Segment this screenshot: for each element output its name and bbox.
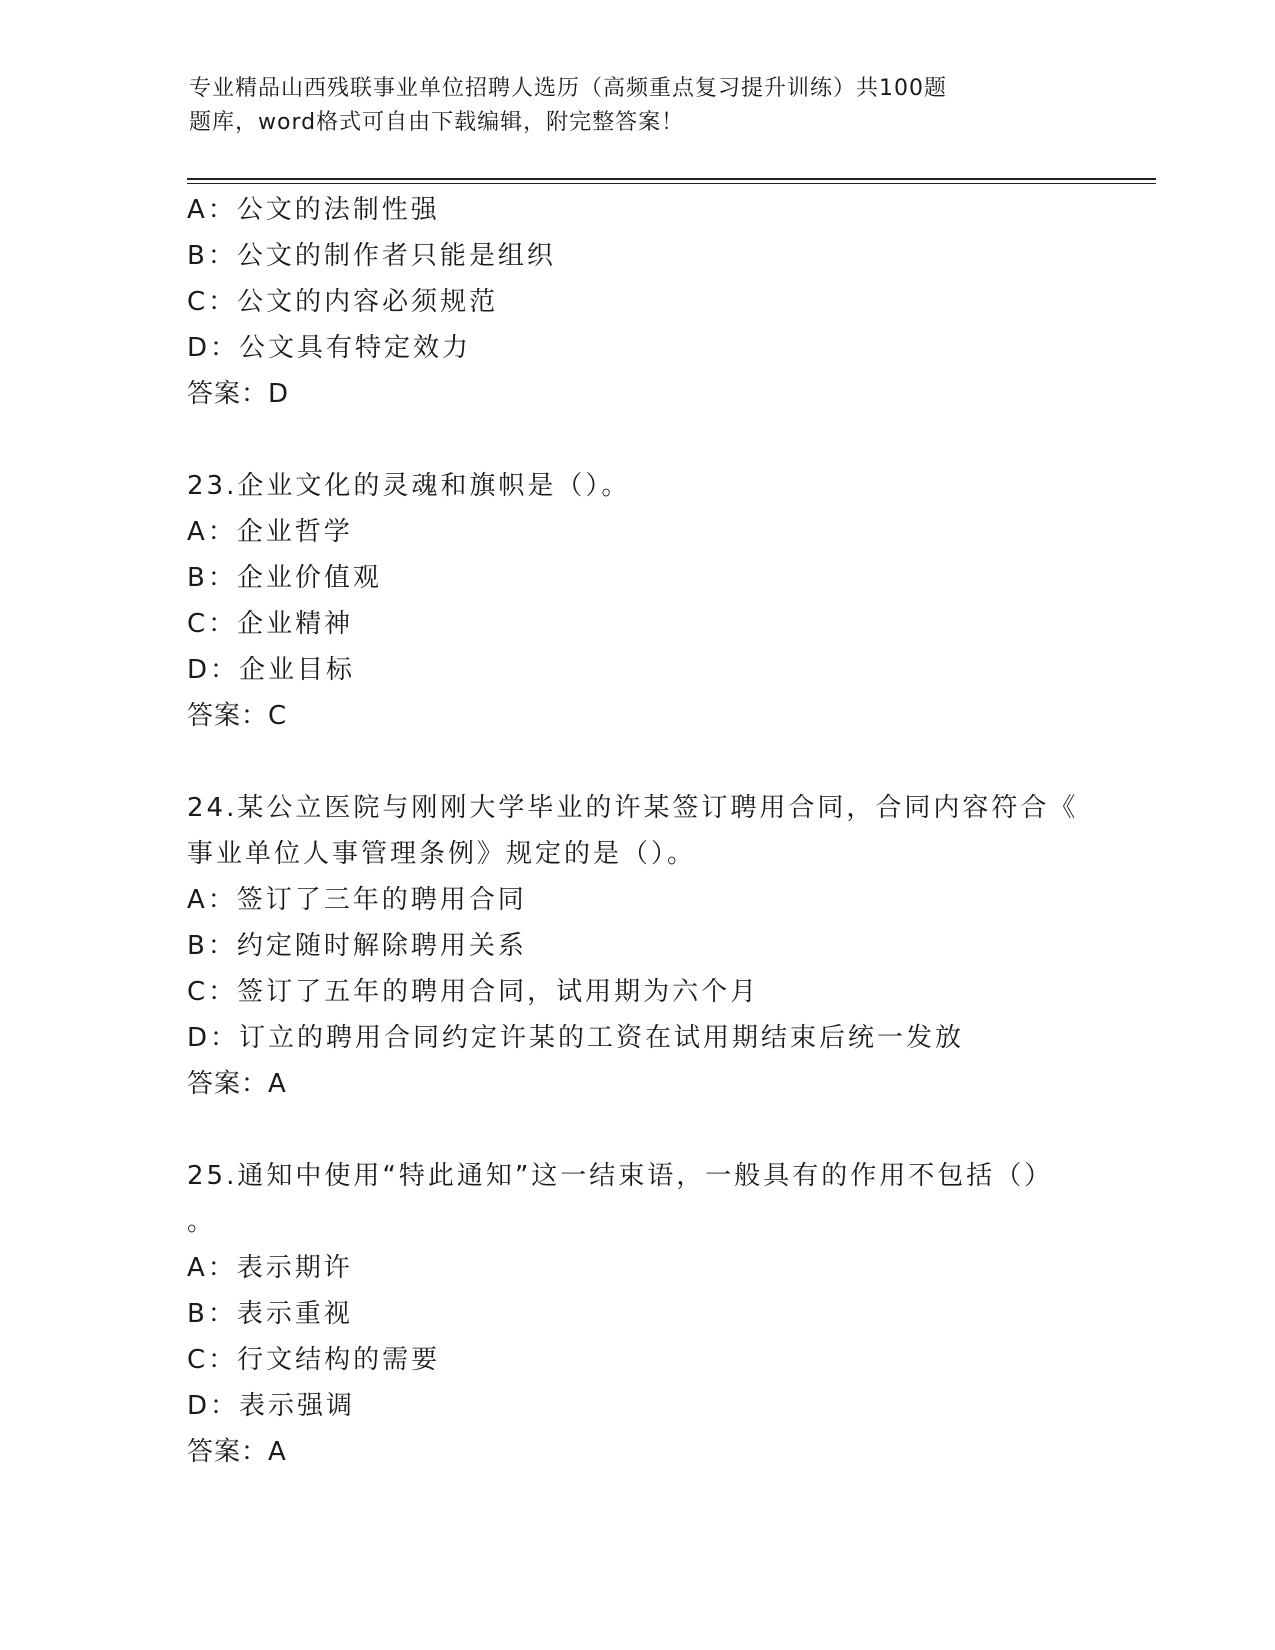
option-b: B：企业价值观: [187, 563, 382, 593]
option-d: D：公文具有特定效力: [187, 333, 472, 363]
document-header: [189, 72, 1019, 140]
answer-line: 答案：D: [187, 379, 290, 409]
option-a: A：签订了三年的聘用合同: [187, 885, 527, 915]
option-a: A：公文的法制性强: [187, 195, 440, 225]
option-c: C：公文的内容必须规范: [187, 287, 499, 317]
question-stem: 23.企业文化的灵魂和旗帜是（）。: [187, 471, 631, 501]
option-a: A：企业哲学: [187, 517, 353, 547]
option-d: D：企业目标: [187, 655, 356, 685]
question-content: [187, 187, 1087, 1475]
option-b: B：约定随时解除聘用关系: [187, 931, 527, 961]
question-block: [187, 785, 1087, 1107]
answer-line: 答案：A: [187, 1437, 287, 1467]
question-stem: 24.某公立医院与刚刚大学毕业的许某签订聘用合同，合同内容符合《: [187, 793, 1079, 823]
question-block: [187, 1153, 1087, 1475]
option-b: B：表示重视: [187, 1299, 353, 1329]
question-block: [187, 463, 1087, 739]
question-stem: 25.通知中使用“特此通知”这一结束语，一般具有的作用不包括（）: [187, 1161, 1054, 1191]
header-divider-thin: [187, 183, 1156, 184]
option-b: B：公文的制作者只能是组织: [187, 241, 556, 271]
answer-line: 答案：C: [187, 701, 288, 731]
question-block: [187, 187, 1087, 417]
option-d: D：表示强调: [187, 1391, 356, 1421]
block-spacer: [187, 1107, 1087, 1153]
option-a: A：表示期许: [187, 1253, 353, 1283]
option-c: C：签订了五年的聘用合同，试用期为六个月: [187, 977, 760, 1007]
question-stem-continued: 事业单位人事管理条例》规定的是（）。: [187, 839, 697, 869]
header-line-2: 题库，word格式可自由下载编辑，附完整答案！: [189, 110, 685, 135]
block-spacer: [187, 417, 1087, 463]
block-spacer: [187, 739, 1087, 785]
option-c: C：企业精神: [187, 609, 354, 639]
header-line-1: 专业精品山西残联事业单位招聘人选历（高频重点复习提升训练）共100题: [189, 76, 947, 101]
option-c: C：行文结构的需要: [187, 1345, 441, 1375]
header-divider-thick: [187, 178, 1156, 180]
option-d: D：订立的聘用合同约定许某的工资在试用期结束后统一发放: [187, 1023, 965, 1053]
answer-line: 答案：A: [187, 1069, 287, 1099]
question-stem-continued: 。: [187, 1207, 217, 1237]
